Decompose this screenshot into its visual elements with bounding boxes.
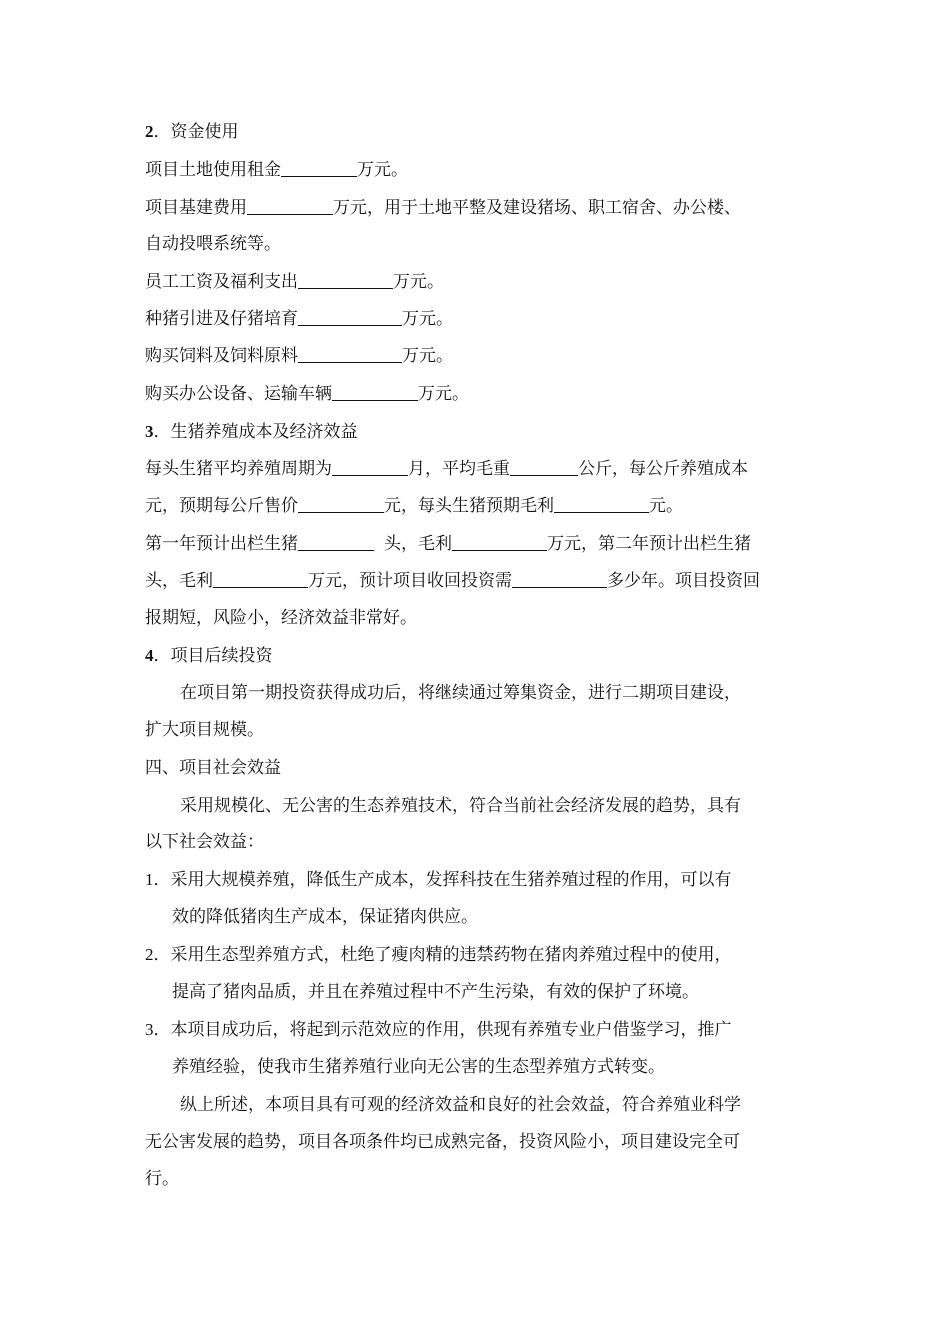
text: 本项目成功后，将起到示范效应的作用，供现有养殖专业户借鉴学习，推广 <box>170 1020 732 1040</box>
text: 元。 <box>649 496 683 516</box>
fill-blank[interactable] <box>213 567 308 588</box>
text: 以下社会效益： <box>145 832 264 852</box>
line-equipment <box>145 379 810 409</box>
section-title: 四、项目社会效益 <box>145 758 281 778</box>
text: 元，每头生猪预期毛利 <box>384 496 554 516</box>
text: 采用大规模养殖，降低生产成本，发挥科技在生猪养殖过程的作用，可以有 <box>170 870 732 890</box>
section-title: ．项目后续投资 <box>153 646 273 666</box>
text: 项目基建费用 <box>145 198 247 218</box>
text: 万元，第二年预计出栏生猪 <box>547 534 751 554</box>
text: 采用生态型养殖方式，杜绝了瘦肉精的违禁药物在猪肉养殖过程中的使用， <box>170 945 732 965</box>
line-cost-1 <box>145 454 810 484</box>
paragraph-social-intro-2 <box>145 827 810 857</box>
text: 自动投喂系统等。 <box>145 234 281 254</box>
text: 在项目第一期投资获得成功后，将继续通过筹集资金，进行二期项目建设， <box>180 683 741 703</box>
line-cost-3 <box>145 529 810 559</box>
line-breeding <box>145 304 810 334</box>
section-heading-social <box>145 753 810 783</box>
text: 头，毛利 <box>145 571 213 591</box>
paragraph-conclusion-2 <box>145 1127 810 1157</box>
text: 项目土地使用租金 <box>145 160 281 180</box>
text: 扩大项目规模。 <box>145 720 264 740</box>
text: 员工工资及福利支出 <box>145 272 298 292</box>
fill-blank[interactable] <box>298 305 402 326</box>
fill-blank[interactable] <box>332 455 408 476</box>
section-heading-cost <box>145 417 810 447</box>
fill-blank[interactable] <box>452 530 547 551</box>
text: 万元。 <box>402 346 453 366</box>
text: 购买办公设备、运输车辆 <box>145 384 332 404</box>
text: 公斤，每公斤养殖成本 <box>578 459 748 479</box>
text: 万元。 <box>393 272 444 292</box>
text: 提高了猪肉品质，并且在养殖过程中不产生污染，有效的保护了环境。 <box>172 982 699 1002</box>
text: 月，平均毛重 <box>408 459 510 479</box>
section-number: 2 <box>145 122 154 141</box>
fill-blank[interactable] <box>298 268 393 289</box>
paragraph-social-intro-1 <box>180 791 810 821</box>
text: 万元。 <box>357 160 408 180</box>
section-number: 3 <box>145 422 154 441</box>
fill-blank[interactable] <box>298 492 384 513</box>
section-heading-funds <box>145 117 810 147</box>
text: 养殖经验，使我市生猪养殖行业向无公害的生态型养殖方式转变。 <box>172 1057 665 1077</box>
line-cost-5 <box>145 603 810 633</box>
fill-blank[interactable] <box>247 194 333 215</box>
text: 种猪引进及仔猪培育 <box>145 309 298 329</box>
paragraph-conclusion-1 <box>180 1090 810 1120</box>
paragraph-conclusion-3 <box>145 1164 810 1194</box>
fill-blank[interactable] <box>554 492 649 513</box>
section-number: 4 <box>145 646 154 665</box>
text: 报期短，风险小，经济效益非常好。 <box>145 608 417 628</box>
list-item-1-line-1 <box>145 865 810 895</box>
section-title: ．资金使用 <box>153 122 239 142</box>
list-item-2-line-2 <box>172 977 810 1007</box>
text: 万元，预计项目收回投资需 <box>308 571 512 591</box>
text: 无公害发展的趋势，项目各项条件均已成熟完备，投资风险小，项目建设完全可 <box>145 1132 740 1152</box>
section-heading-followup <box>145 641 810 671</box>
text: 纵上所述，本项目具有可观的经济效益和良好的社会效益，符合养殖业科学 <box>180 1095 741 1115</box>
text: 采用规模化、无公害的生态养殖技术，符合当前社会经济发展的趋势，具有 <box>180 796 741 816</box>
text: 多少年。项目投资回 <box>607 571 760 591</box>
line-salary <box>145 267 810 297</box>
line-construction-cont <box>145 229 810 259</box>
list-item-2-line-1 <box>145 940 810 970</box>
text: 万元，用于土地平整及建设猪场、职工宿舍、办公楼、 <box>333 198 741 218</box>
line-feed <box>145 341 810 371</box>
text: 元，预期每公斤售价 <box>145 496 298 516</box>
list-number: 1． <box>145 870 171 889</box>
text: 效的降低猪肉生产成本，保证猪肉供应。 <box>172 907 478 927</box>
line-land-rent <box>145 155 810 185</box>
list-item-3-line-1 <box>145 1015 810 1045</box>
fill-blank[interactable] <box>281 156 357 177</box>
list-item-3-line-2 <box>172 1052 810 1082</box>
text: 第一年预计出栏生猪 <box>145 534 298 554</box>
text: 每头生猪平均养殖周期为 <box>145 459 332 479</box>
text: 行。 <box>145 1169 179 1189</box>
paragraph-followup-1 <box>180 678 810 708</box>
section-title: ．生猪养殖成本及经济效益 <box>153 422 358 442</box>
paragraph-followup-2 <box>145 715 810 745</box>
line-cost-4 <box>145 566 810 596</box>
list-number: 2． <box>145 945 171 964</box>
fill-blank[interactable] <box>298 530 374 551</box>
fill-blank[interactable] <box>332 380 418 401</box>
list-item-1-line-2 <box>172 902 810 932</box>
fill-blank[interactable] <box>510 455 578 476</box>
fill-blank[interactable] <box>298 342 402 363</box>
text: 头，毛利 <box>384 534 452 554</box>
text: 万元。 <box>402 309 453 329</box>
line-cost-2 <box>145 491 810 521</box>
list-number: 3． <box>145 1020 171 1039</box>
line-construction <box>145 193 810 223</box>
text: 万元。 <box>418 384 469 404</box>
fill-blank[interactable] <box>512 567 607 588</box>
text: 购买饲料及饲料原料 <box>145 346 298 366</box>
